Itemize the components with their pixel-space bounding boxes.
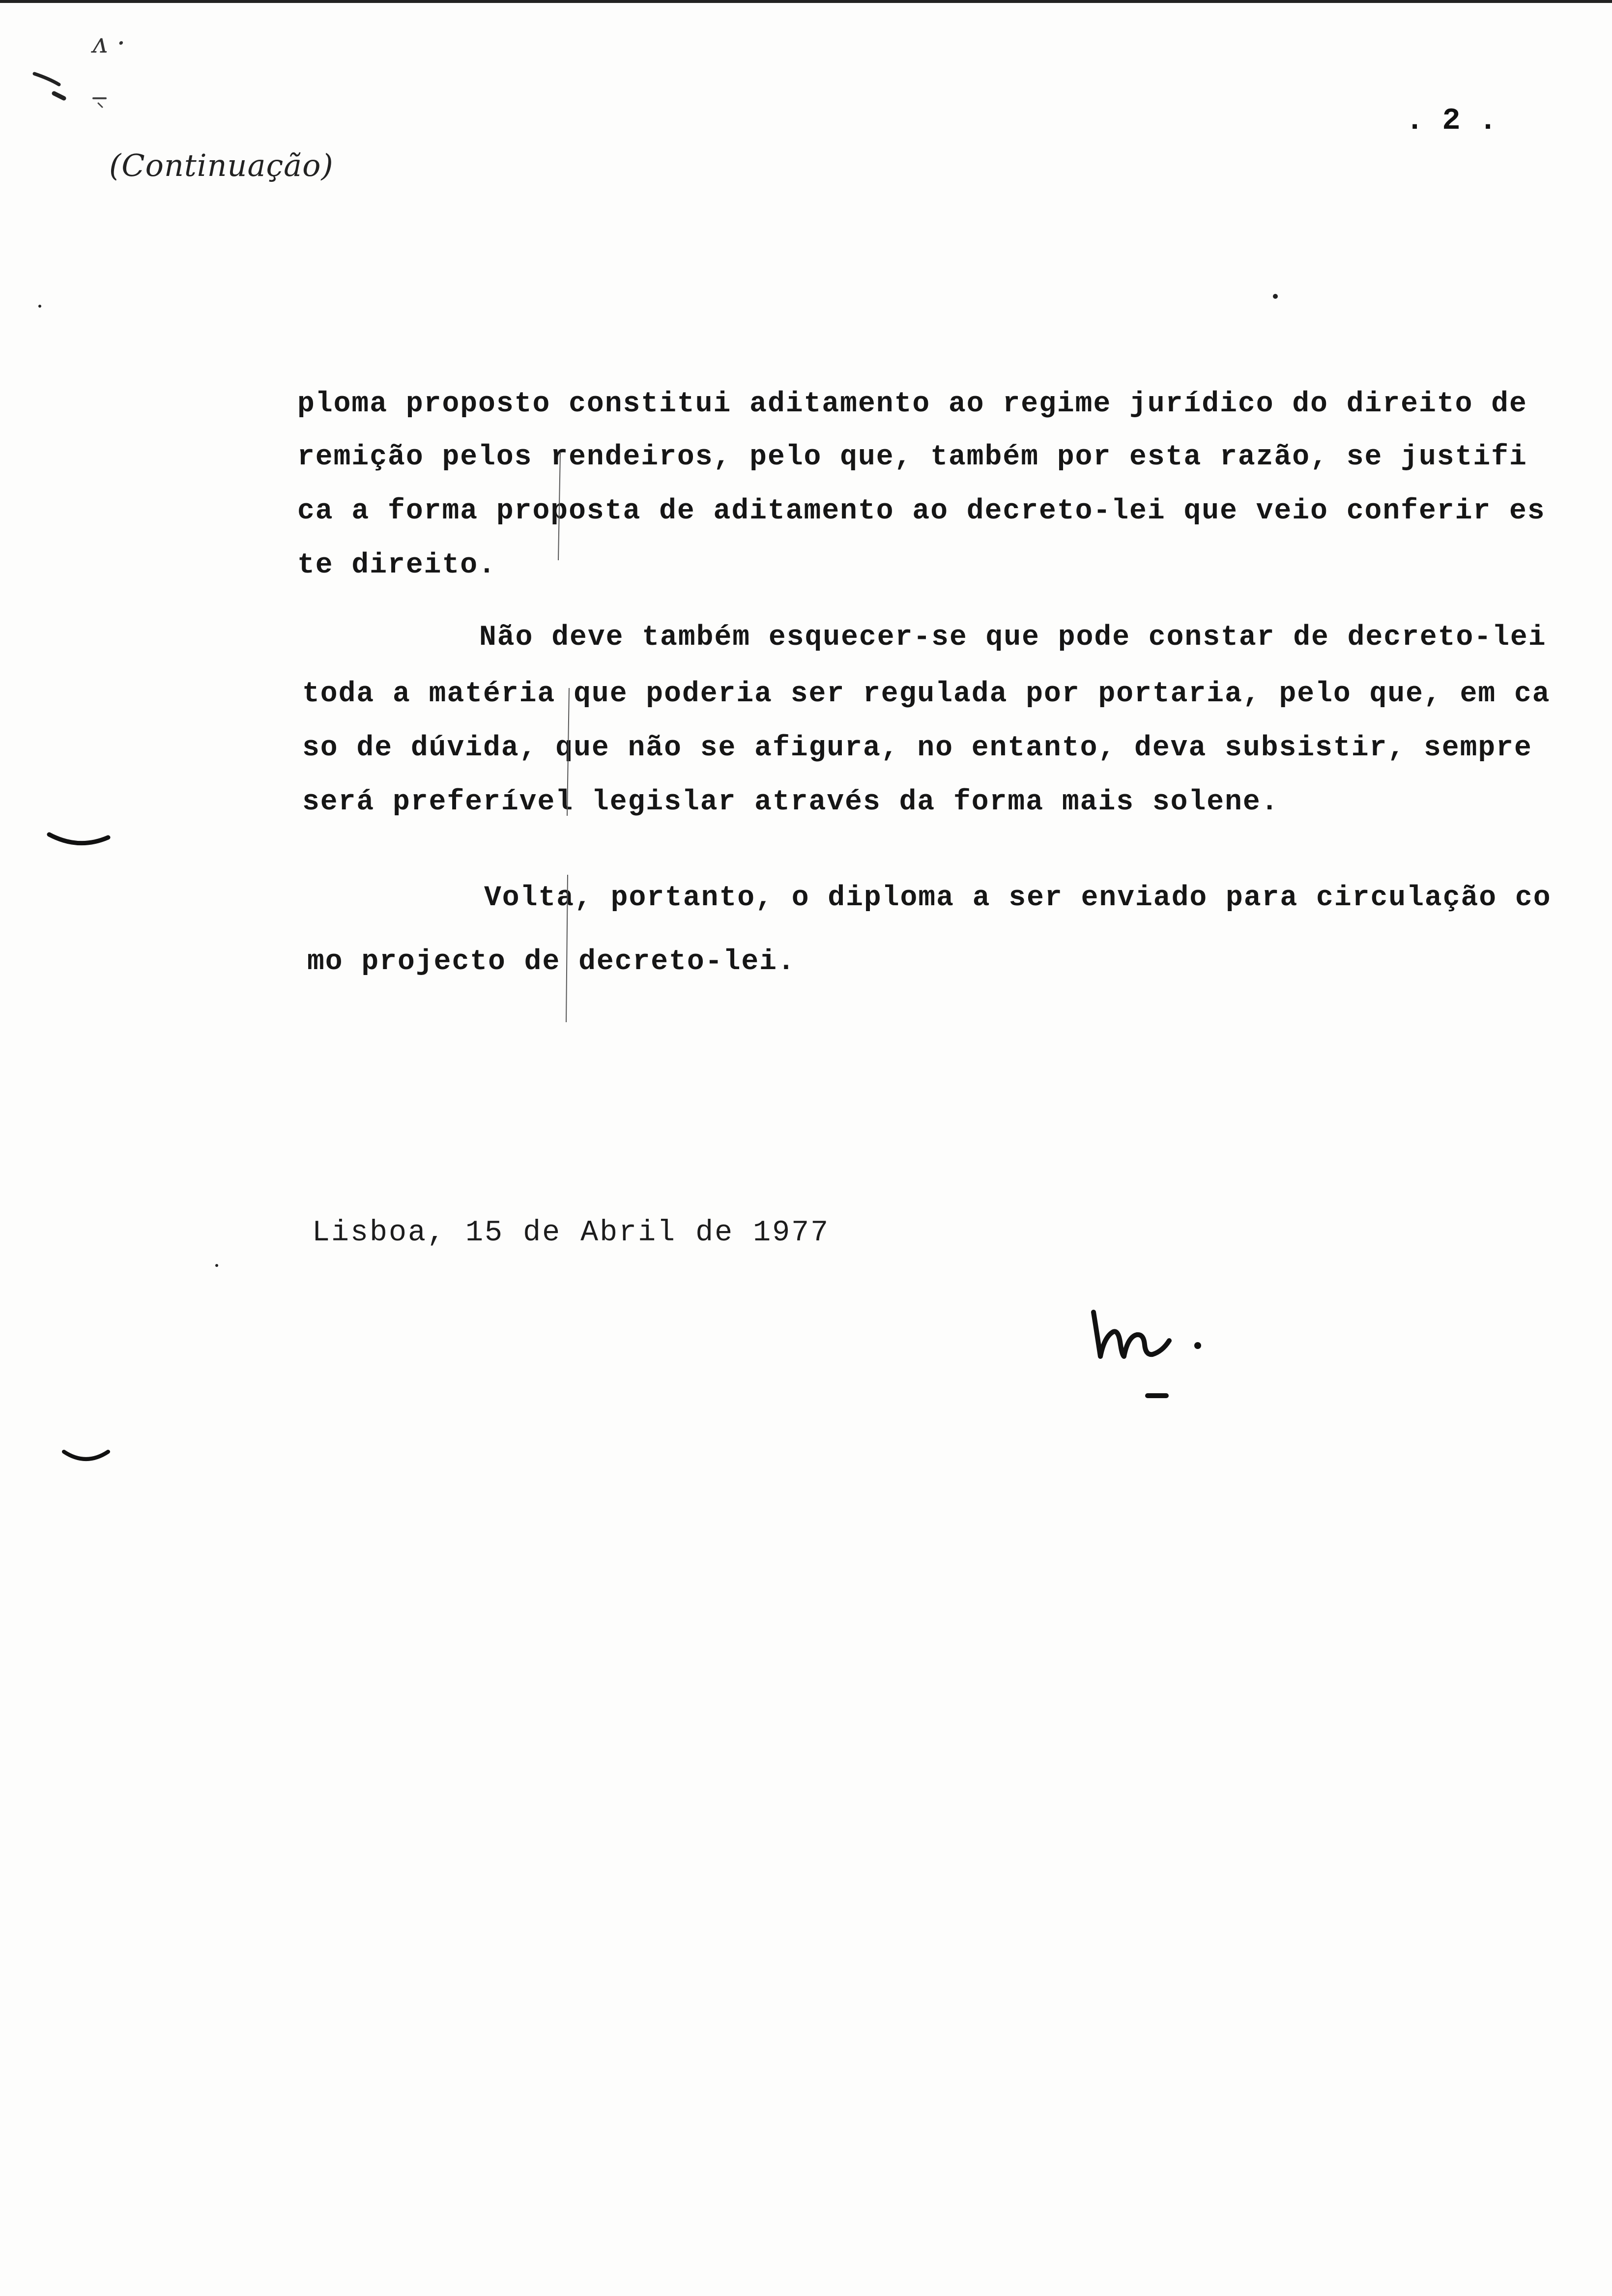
handwritten-marker: ᴧ · — [92, 28, 126, 59]
body-line: será preferível legislar através da forma mais solene. — [302, 786, 1279, 818]
body-line: toda a matéria que poderia ser regulada por portaria, pelo que, em ca — [302, 678, 1551, 710]
body-line: mo projecto de decreto-lei. — [307, 946, 796, 978]
body-line: ca a forma proposta de aditamento ao decreto-lei que veio conferir es — [297, 495, 1546, 527]
stray-dot — [38, 305, 41, 308]
body-line: Volta, portanto, o diploma a ser enviado para circulação co — [484, 882, 1552, 914]
stray-dot — [215, 1264, 218, 1267]
margin-bracket-mark — [44, 826, 118, 855]
date-line: Lisboa, 15 de Abril de 1977 — [312, 1216, 830, 1250]
body-line: te direito. — [297, 549, 496, 581]
signature — [1079, 1297, 1226, 1415]
margin-tick-mark — [20, 64, 108, 118]
continuation-note: (Continuação) — [109, 147, 334, 183]
stray-dot — [1273, 294, 1278, 299]
body-line: Não deve também esquecer-se que pode constar de decreto-lei — [479, 622, 1547, 654]
body-line: ploma proposto constitui aditamento ao regime jurídico do direito de — [297, 388, 1527, 420]
page-number: . 2 . — [1406, 103, 1497, 138]
body-line: remição pelos rendeiros, pelo que, também por esta razão, se justifi — [297, 441, 1527, 473]
body-line: so de dúvida, que não se afigura, no entanto, deva subsistir, sempre — [302, 732, 1532, 764]
pencil-marks — [541, 442, 580, 1032]
top-border-line — [0, 0, 1612, 3]
margin-bracket-mark — [59, 1445, 113, 1474]
